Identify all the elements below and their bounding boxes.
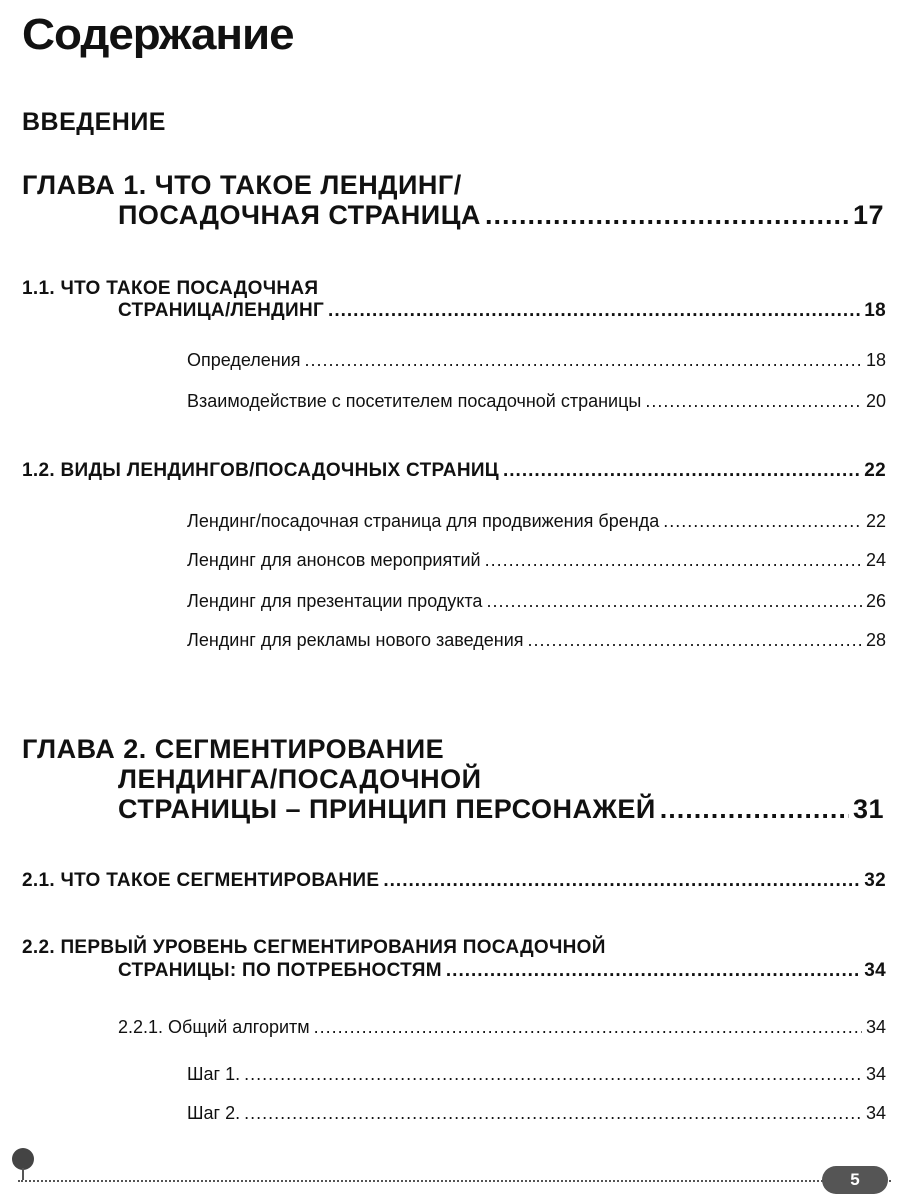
toc-item-label: Шаг 1. [187, 1064, 241, 1084]
leader-dots [663, 511, 862, 532]
leader-dots [244, 1064, 862, 1085]
toc-item-page: 18 [865, 350, 886, 370]
toc-item-page: 34 [865, 1103, 886, 1123]
toc-item [187, 350, 886, 371]
leader-dots [485, 200, 849, 231]
toc-item-label: Лендинг/посадочная страница для продвижения бренда [187, 511, 660, 531]
section-2-2-title-line2: СТРАНИЦЫ: ПО ПОТРЕБНОСТЯМ [118, 960, 442, 981]
chapter-2-entry [118, 794, 884, 825]
toc-item-label: Лендинг для анонсов мероприятий [187, 550, 481, 570]
toc-item-page: 28 [865, 630, 886, 650]
leader-dots [305, 350, 862, 371]
section-2-2-entry [118, 960, 886, 982]
leader-dots [446, 960, 860, 982]
chapter-1-title-line1: ГЛАВА 1. ЧТО ТАКОЕ ЛЕНДИНГ/ [22, 170, 462, 200]
subsection-2-2-1-title: 2.2.1. Общий алгоритм [118, 1017, 310, 1037]
toc-item [187, 1103, 886, 1124]
leader-dots [314, 1017, 862, 1038]
footer-marker-stem [22, 1168, 24, 1180]
section-1-2-entry [22, 460, 886, 482]
footer-marker-icon [12, 1148, 34, 1170]
intro-entry: ВВЕДЕНИЕ [22, 108, 166, 136]
toc-item-page: 24 [865, 550, 886, 570]
toc-item [187, 591, 886, 612]
page-number-badge: 5 [822, 1166, 888, 1194]
section-2-2-page: 34 [864, 960, 886, 981]
toc-item [187, 630, 886, 651]
chapter-1-title-line2: ПОСАДОЧНАЯ СТРАНИЦА [118, 200, 481, 230]
section-2-1-entry [22, 870, 886, 892]
chapter-2-title-line1: ГЛАВА 2. СЕГМЕНТИРОВАНИЕ [22, 734, 445, 764]
subsection-2-2-1-page: 34 [865, 1017, 886, 1037]
leader-dots [503, 460, 860, 482]
section-1-1-entry [118, 300, 886, 322]
toc-item-label: Определения [187, 350, 301, 370]
toc-item-label: Шаг 2. [187, 1103, 241, 1123]
footer-dotted-rule [18, 1180, 891, 1182]
section-2-1-page: 32 [864, 870, 886, 891]
section-1-2-page: 22 [864, 460, 886, 481]
toc-item [187, 511, 886, 532]
section-1-2-title: 1.2. ВИДЫ ЛЕНДИНГОВ/ПОСАДОЧНЫХ СТРАНИЦ [22, 460, 499, 481]
chapter-1-entry [118, 200, 884, 231]
toc-item [187, 550, 886, 571]
toc-item-page: 26 [865, 591, 886, 611]
toc-item-page: 20 [865, 391, 886, 411]
page-title: Содержание [22, 10, 294, 59]
section-1-1-title-line2: СТРАНИЦА/ЛЕНДИНГ [118, 300, 325, 321]
leader-dots [660, 794, 849, 825]
toc-item-page: 34 [865, 1064, 886, 1084]
leader-dots [244, 1103, 862, 1124]
toc-item-label: Лендинг для презентации продукта [187, 591, 483, 611]
section-1-1-title-line1: 1.1. ЧТО ТАКОЕ ПОСАДОЧНАЯ [22, 278, 319, 299]
toc-item-label: Лендинг для рекламы нового заведения [187, 630, 524, 650]
section-2-1-title: 2.1. ЧТО ТАКОЕ СЕГМЕНТИРОВАНИЕ [22, 870, 380, 891]
leader-dots [528, 630, 862, 651]
chapter-2-title-line2: ЛЕНДИНГА/ПОСАДОЧНОЙ [118, 764, 482, 794]
subsection-2-2-1-entry [118, 1017, 886, 1038]
leader-dots [383, 870, 860, 892]
toc-item-label: Взаимодействие с посетителем посадочной страницы [187, 391, 642, 411]
chapter-2-title-line3: СТРАНИЦЫ – ПРИНЦИП ПЕРСОНАЖЕЙ [118, 794, 656, 824]
section-1-1-page: 18 [864, 300, 886, 321]
leader-dots [486, 591, 862, 612]
toc-item [187, 391, 886, 412]
section-2-2-title-line1: 2.2. ПЕРВЫЙ УРОВЕНЬ СЕГМЕНТИРОВАНИЯ ПОСАДОЧНОЙ [22, 937, 606, 958]
leader-dots [485, 550, 862, 571]
chapter-2-page: 31 [852, 794, 884, 824]
toc-item-page: 22 [865, 511, 886, 531]
toc-item [187, 1064, 886, 1085]
leader-dots [328, 300, 860, 322]
leader-dots [645, 391, 862, 412]
chapter-1-page: 17 [852, 200, 884, 230]
